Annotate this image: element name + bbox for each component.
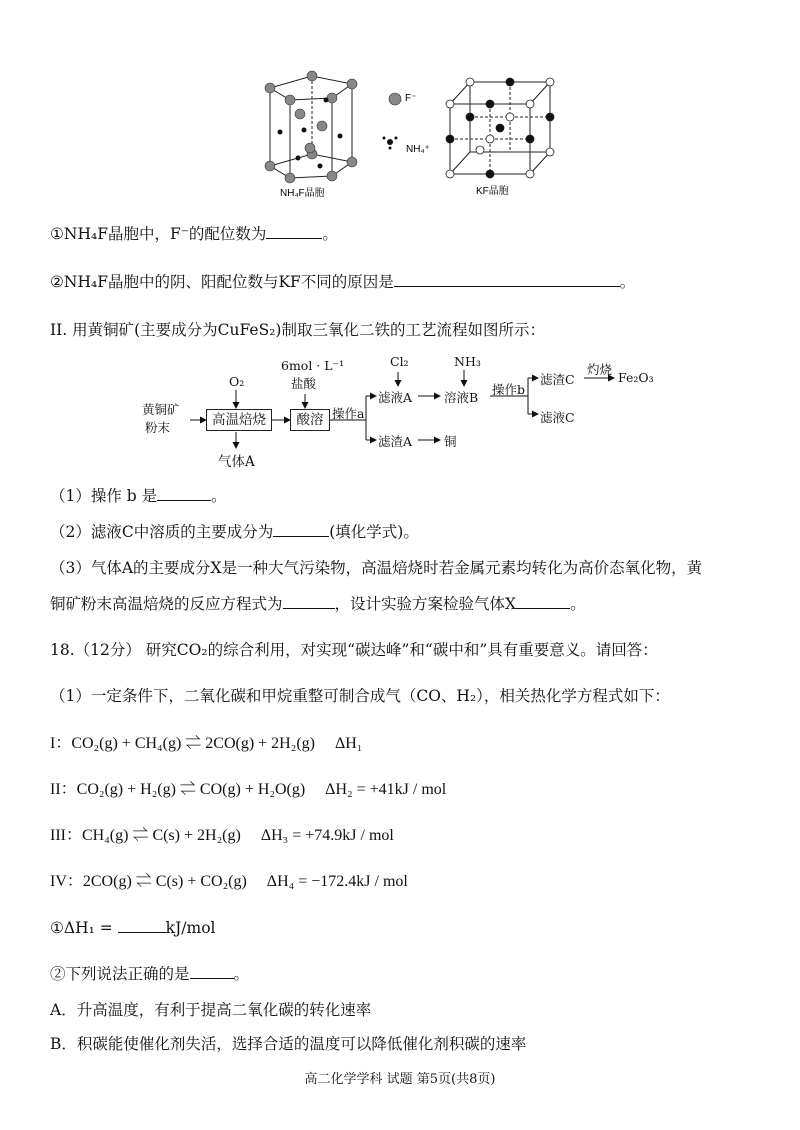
legend-nh4-label: NH₄⁺ [406, 144, 430, 155]
copper-label: 铜 [444, 434, 457, 449]
fluoride-ions [265, 71, 357, 183]
filtrate-c-label: 滤液C [540, 410, 575, 425]
equation-2: II：CO₂(g) + H₂(g) ⇌ CO(g) + H₂O(g) ΔH₂ = +41kJ / mol [50, 781, 447, 798]
section-ii-intro: II. 用黄铜矿(主要成分为CuFeS₂)制取三氧化二铁的工艺流程如图所示： [50, 321, 545, 339]
question-nh4f-reason: ②NH₄F晶胞中的阴、阳配位数与KF不同的原因是 。 [50, 273, 636, 291]
kf-ions [446, 78, 554, 178]
input-powder-label: 粉末 [145, 420, 171, 435]
solution-b-label: 溶液B [444, 390, 479, 405]
answer-blank[interactable] [516, 594, 570, 609]
roast-box: 高温焙烧 [206, 409, 272, 431]
hcl-concentration-label: 6mol · L⁻¹ [281, 358, 345, 373]
gas-a-label: 气体A [218, 454, 255, 470]
option-a: A．升高温度，有利于提高二氧化碳的转化速率 [50, 1001, 372, 1019]
legend-f-label: F⁻ [405, 93, 417, 104]
answer-blank[interactable] [157, 486, 211, 501]
input-ore-label: 黄铜矿 [142, 402, 180, 417]
subquestion-3-line1: （3）气体A的主要成分X是一种大气污染物，高温焙烧时若金属元素均转化为高价态氧化物，黄 [50, 559, 703, 577]
equation-4: IV：2CO(g) ⇌ C(s) + CO₂(g) ΔH₄ = −172.4kJ / mol [50, 873, 408, 890]
question-dh1: ①ΔH₁ = kJ/mol [50, 919, 216, 937]
answer-blank[interactable] [118, 918, 166, 933]
subquestion-3-line2: 铜矿粉末高温焙烧的反应方程式为 ，设计实验方案检验气体X 。 [50, 595, 586, 613]
ammonium-legend-icon [383, 137, 398, 150]
equation-3: III：CH₄(g) ⇌ C(s) + 2H₂(g) ΔH₃ = +74.9kJ / mol [50, 827, 394, 844]
o2-label: O₂ [229, 374, 245, 389]
page-footer: 高二化学学科 试题 第5页(共8页) [304, 1072, 496, 1087]
question-nh4f-coordination: ①NH₄F晶胞中，F⁻的配位数为 。 [50, 225, 338, 243]
residue-a-label: 滤渣A [378, 434, 413, 449]
answer-blank[interactable] [273, 522, 329, 537]
acid-dissolve-box: 酸溶 [290, 409, 330, 431]
option-b: B．积碳能使催化剂失活，选择合适的温度可以降低催化剂积碳的速率 [50, 1035, 527, 1053]
answer-blank[interactable] [266, 224, 322, 239]
answer-blank[interactable] [283, 594, 335, 609]
fluoride-legend-icon [389, 93, 401, 105]
residue-c-label: 滤渣C [540, 372, 575, 387]
hcl-label: 盐酸 [291, 376, 317, 391]
nh4f-caption: NH₄F晶胞 [280, 188, 325, 199]
answer-blank[interactable] [190, 964, 234, 979]
nh3-label: NH₃ [454, 354, 481, 369]
kf-caption: KF晶胞 [476, 186, 509, 197]
fe2o3-label: Fe₂O₃ [618, 370, 654, 385]
operation-a-label: 操作a [332, 406, 365, 421]
operation-b-label: 操作b [492, 382, 526, 397]
cl2-label: Cl₂ [390, 354, 409, 369]
crystal-figure [240, 66, 570, 201]
answer-blank[interactable] [394, 272, 620, 287]
question-18-header: 18.（12分） 研究CO₂的综合利用，对实现“碳达峰”和“碳中和”具有重要意义。请回答： [50, 641, 658, 659]
question-correct-statement: ②下列说法正确的是 。 [50, 965, 250, 983]
process-flowchart [0, 350, 800, 470]
equation-1: I：CO₂(g) + CH₄(g) ⇌ 2CO(g) + 2H₂(g) ΔH₁ [50, 735, 363, 752]
subquestion-2: （2）滤液C中溶质的主要成分为 (填化学式)。 [50, 523, 419, 541]
calcine-label: 灼烧 [587, 362, 613, 377]
subquestion-1: （1）操作 b 是 。 [50, 487, 227, 505]
filtrate-a-label: 滤液A [378, 390, 413, 405]
nh4f-cell-diagram [270, 76, 352, 178]
question-18-part1: （1）一定条件下，二氧化碳和甲烷重整可制合成气（CO、H₂），相关热化学方程式如下： [50, 687, 670, 705]
